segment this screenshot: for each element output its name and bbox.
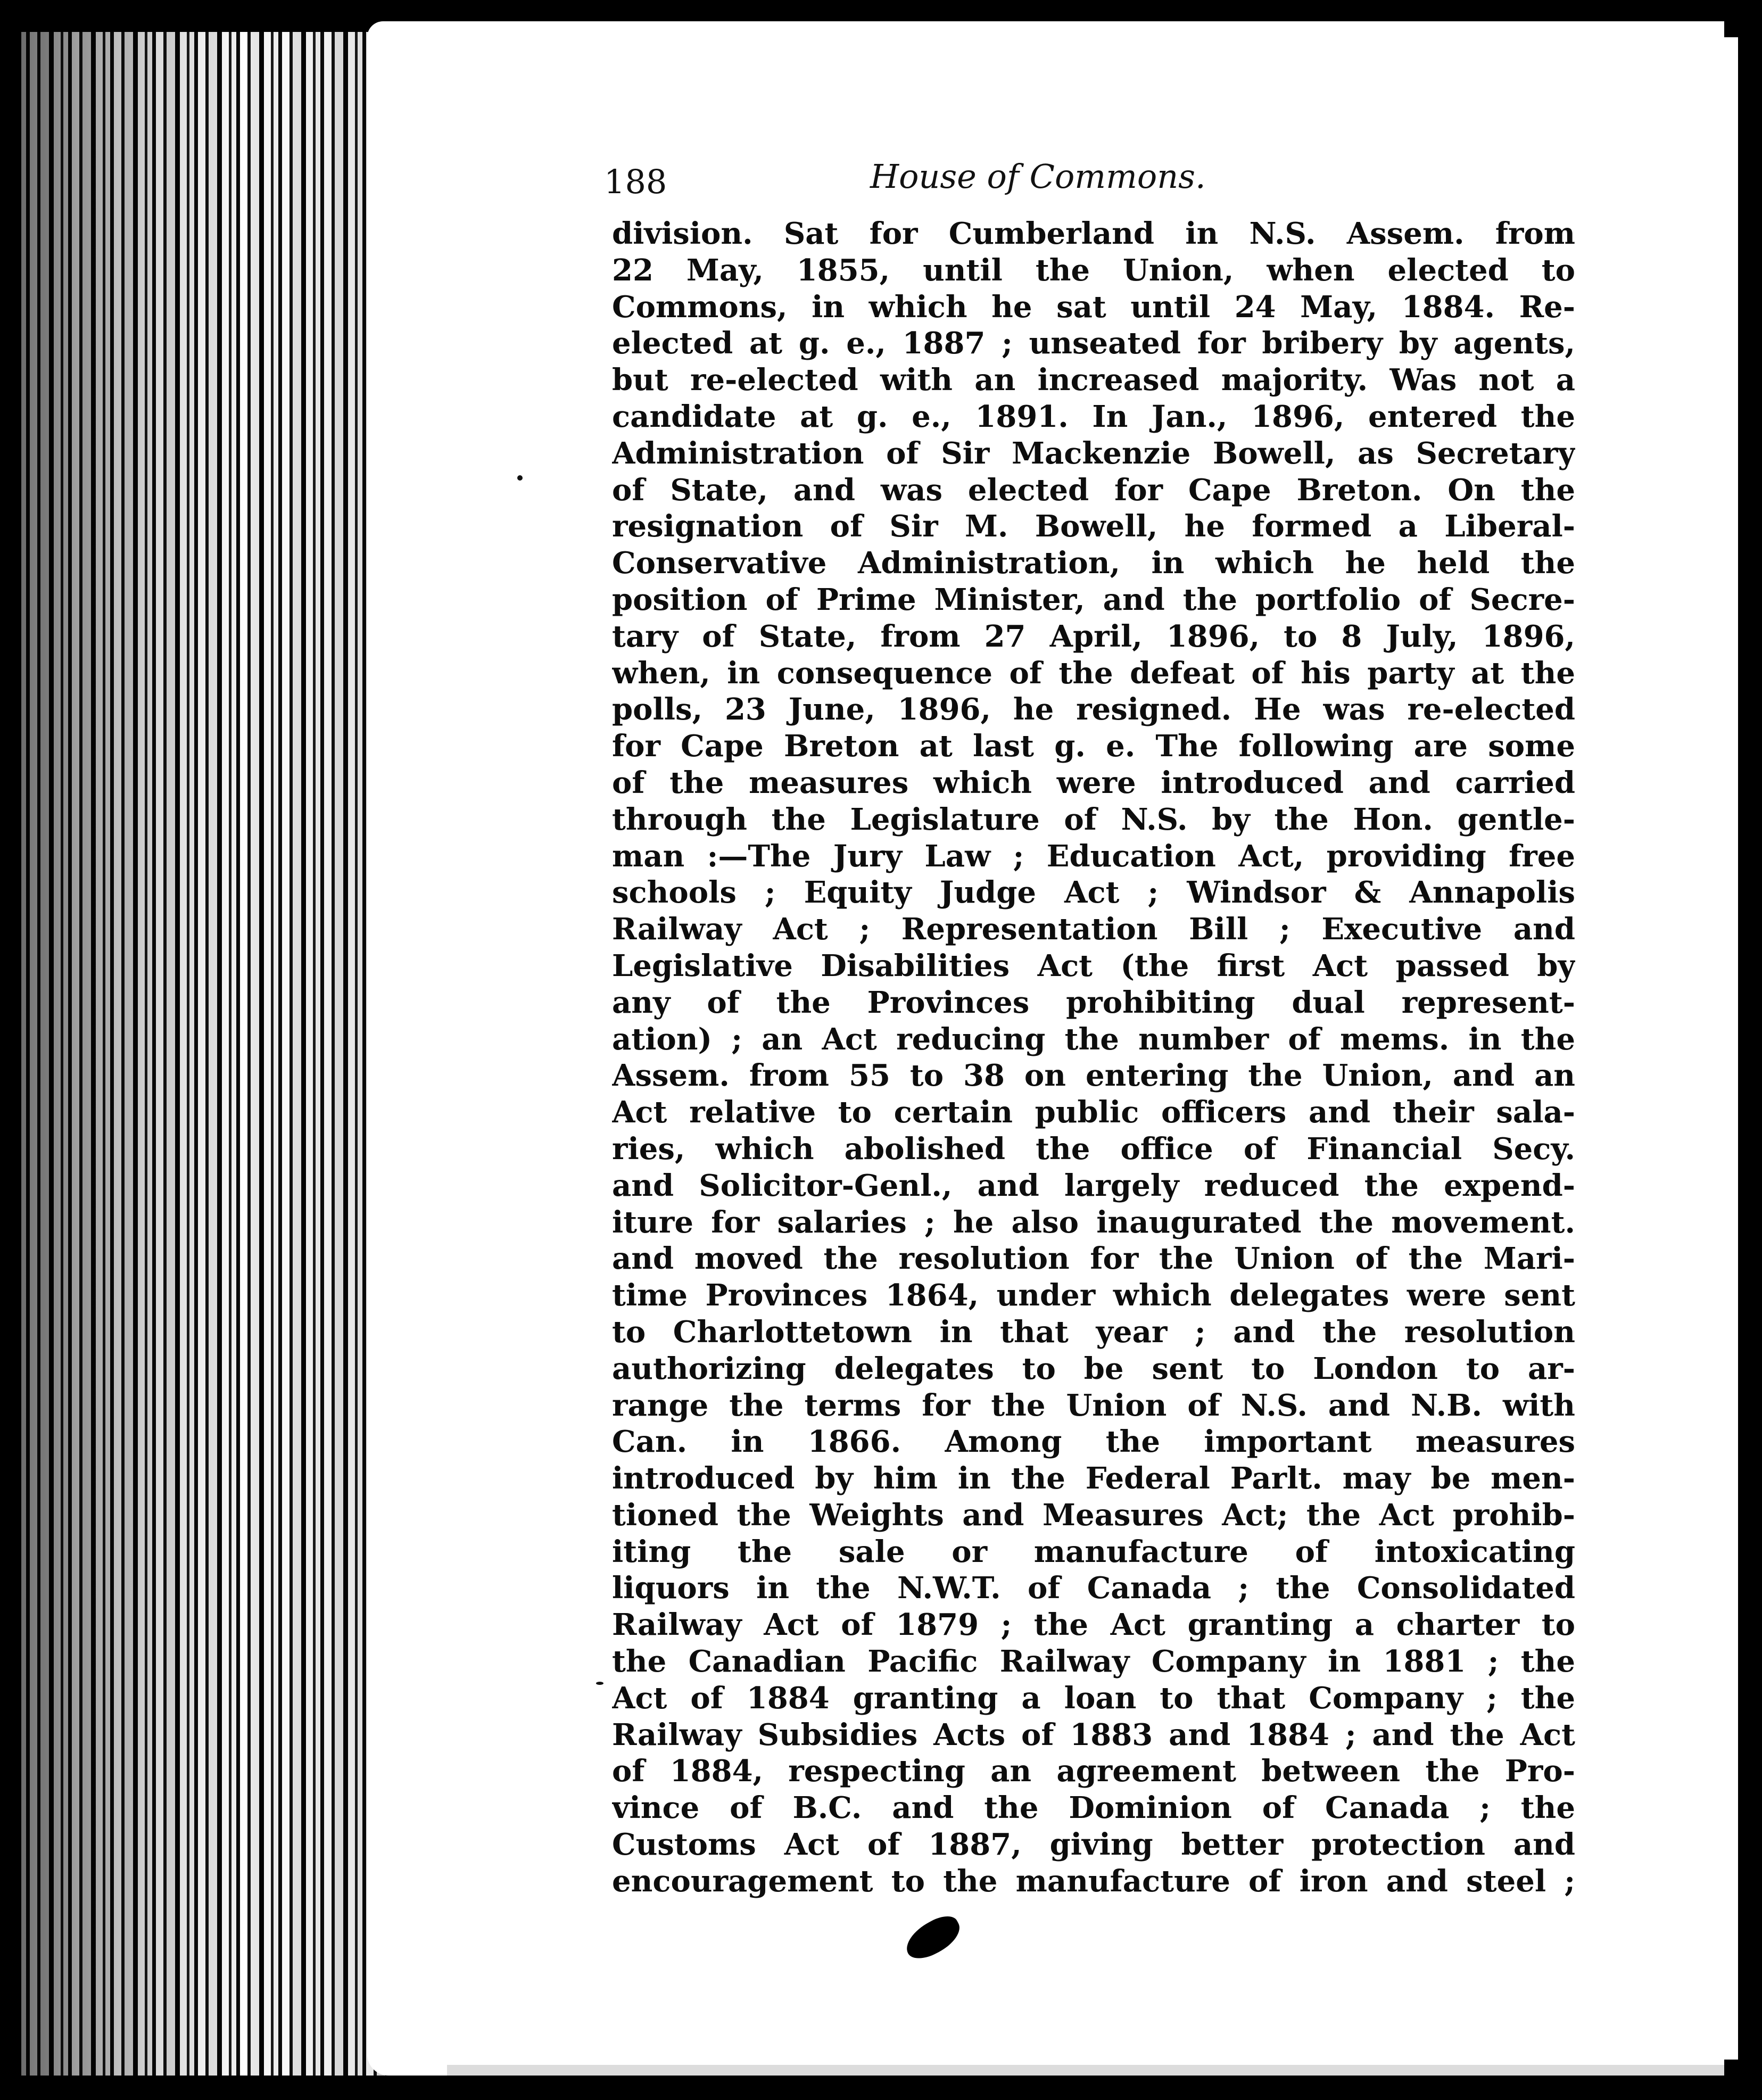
text-line: resignation of Sir M. Bowell, he formed a Liberal- <box>612 509 1575 544</box>
text-line: the Canadian Pacific Railway Company in 1881 ; the <box>612 1644 1575 1680</box>
text-line: introduced by him in the Federal Parlt. may be men- <box>612 1461 1575 1497</box>
text-line: when, in consequence of the defeat of his party at the <box>612 655 1575 691</box>
text-line: of State, and was elected for Cape Breton. On the <box>612 472 1575 508</box>
text-line: Railway Subsidies Acts of 1883 and 1884 ; and the Act <box>612 1717 1575 1752</box>
text-line: Commons, in which he sat until 24 May, 1884. Re- <box>612 289 1575 325</box>
body-text <box>612 216 1575 1900</box>
text-line: Railway Act of 1879 ; the Act granting a charter to <box>612 1607 1575 1643</box>
text-line: Assem. from 55 to 38 on entering the Union, and an <box>612 1058 1575 1094</box>
text-line: position of Prime Minister, and the portfolio of Secre- <box>612 582 1575 617</box>
book-edge-shadow <box>21 32 394 2076</box>
text-line: ation) ; an Act reducing the number of mems. in the <box>612 1021 1575 1057</box>
text-line: vince of B.C. and the Dominion of Canada ; the <box>612 1790 1575 1826</box>
text-line: of the measures which were introduced and carried <box>612 765 1575 800</box>
page-header <box>604 157 1509 205</box>
text-line: to Charlottetown in that year ; and the resolution <box>612 1314 1575 1350</box>
text-line: tioned the Weights and Measures Act; the Act prohib- <box>612 1497 1575 1533</box>
text-line: Can. in 1866. Among the important measures <box>612 1424 1575 1460</box>
page-number: 188 <box>604 162 667 201</box>
text-line: Railway Act ; Representation Bill ; Executive and <box>612 912 1575 947</box>
text-line: division. Sat for Cumberland in N.S. Assem. from <box>612 216 1575 251</box>
text-line: tary of State, from 27 April, 1896, to 8 July, 1896, <box>612 618 1575 654</box>
right-page-edge <box>1724 37 1738 2060</box>
stray-mark <box>517 475 523 481</box>
text-line: 22 May, 1855, until the Union, when elected to <box>612 252 1575 288</box>
text-line: ries, which abolished the office of Financial Secy. <box>612 1131 1575 1167</box>
text-line: liquors in the N.W.T. of Canada ; the Consolidated <box>612 1570 1575 1606</box>
text-line: iting the sale or manufacture of intoxicating <box>612 1534 1575 1569</box>
text-line: of 1884, respecting an agreement between the Pro- <box>612 1754 1575 1789</box>
text-line: for Cape Breton at last g. e. The following are some <box>612 729 1575 764</box>
text-line: elected at g. e., 1887 ; unseated for bribery by agents, <box>612 326 1575 361</box>
text-line: schools ; Equity Judge Act ; Windsor & Annapolis <box>612 875 1575 911</box>
text-line: man :—The Jury Law ; Education Act, providing free <box>612 838 1575 874</box>
text-line: Act of 1884 granting a loan to that Company ; the <box>612 1680 1575 1716</box>
text-line: time Provinces 1864, under which delegates were sent <box>612 1278 1575 1313</box>
text-line: any of the Provinces prohibiting dual represent- <box>612 985 1575 1020</box>
text-line: iture for salaries ; he also inaugurated the movement. <box>612 1204 1575 1240</box>
text-line: Conservative Administration, in which he held the <box>612 545 1575 581</box>
text-line: polls, 23 June, 1896, he resigned. He was re-elected <box>612 692 1575 727</box>
text-line: authorizing delegates to be sent to London to ar- <box>612 1351 1575 1386</box>
text-line: and moved the resolution for the Union of the Mari- <box>612 1241 1575 1277</box>
bottom-page-edge <box>447 2065 1724 2076</box>
text-line: and Solicitor-Genl., and largely reduced the expend- <box>612 1168 1575 1203</box>
stray-mark <box>596 1682 603 1685</box>
text-line: Customs Act of 1887, giving better protection and <box>612 1827 1575 1863</box>
text-line: Legislative Disabilities Act (the first Act passed by <box>612 948 1575 983</box>
text-line: Act relative to certain public officers and their sala- <box>612 1095 1575 1130</box>
text-line: but re-elected with an increased majority. Was not a <box>612 362 1575 398</box>
running-head: House of Commons. <box>870 157 1206 196</box>
text-line: through the Legislature of N.S. by the Hon. gentle- <box>612 801 1575 837</box>
text-line: Administration of Sir Mackenzie Bowell, as Secretary <box>612 435 1575 471</box>
text-line: range the terms for the Union of N.S. and N.B. with <box>612 1387 1575 1423</box>
text-line: candidate at g. e., 1891. In Jan., 1896, entered the <box>612 399 1575 434</box>
text-line: encouragement to the manufacture of iron and steel ; <box>612 1863 1575 1899</box>
